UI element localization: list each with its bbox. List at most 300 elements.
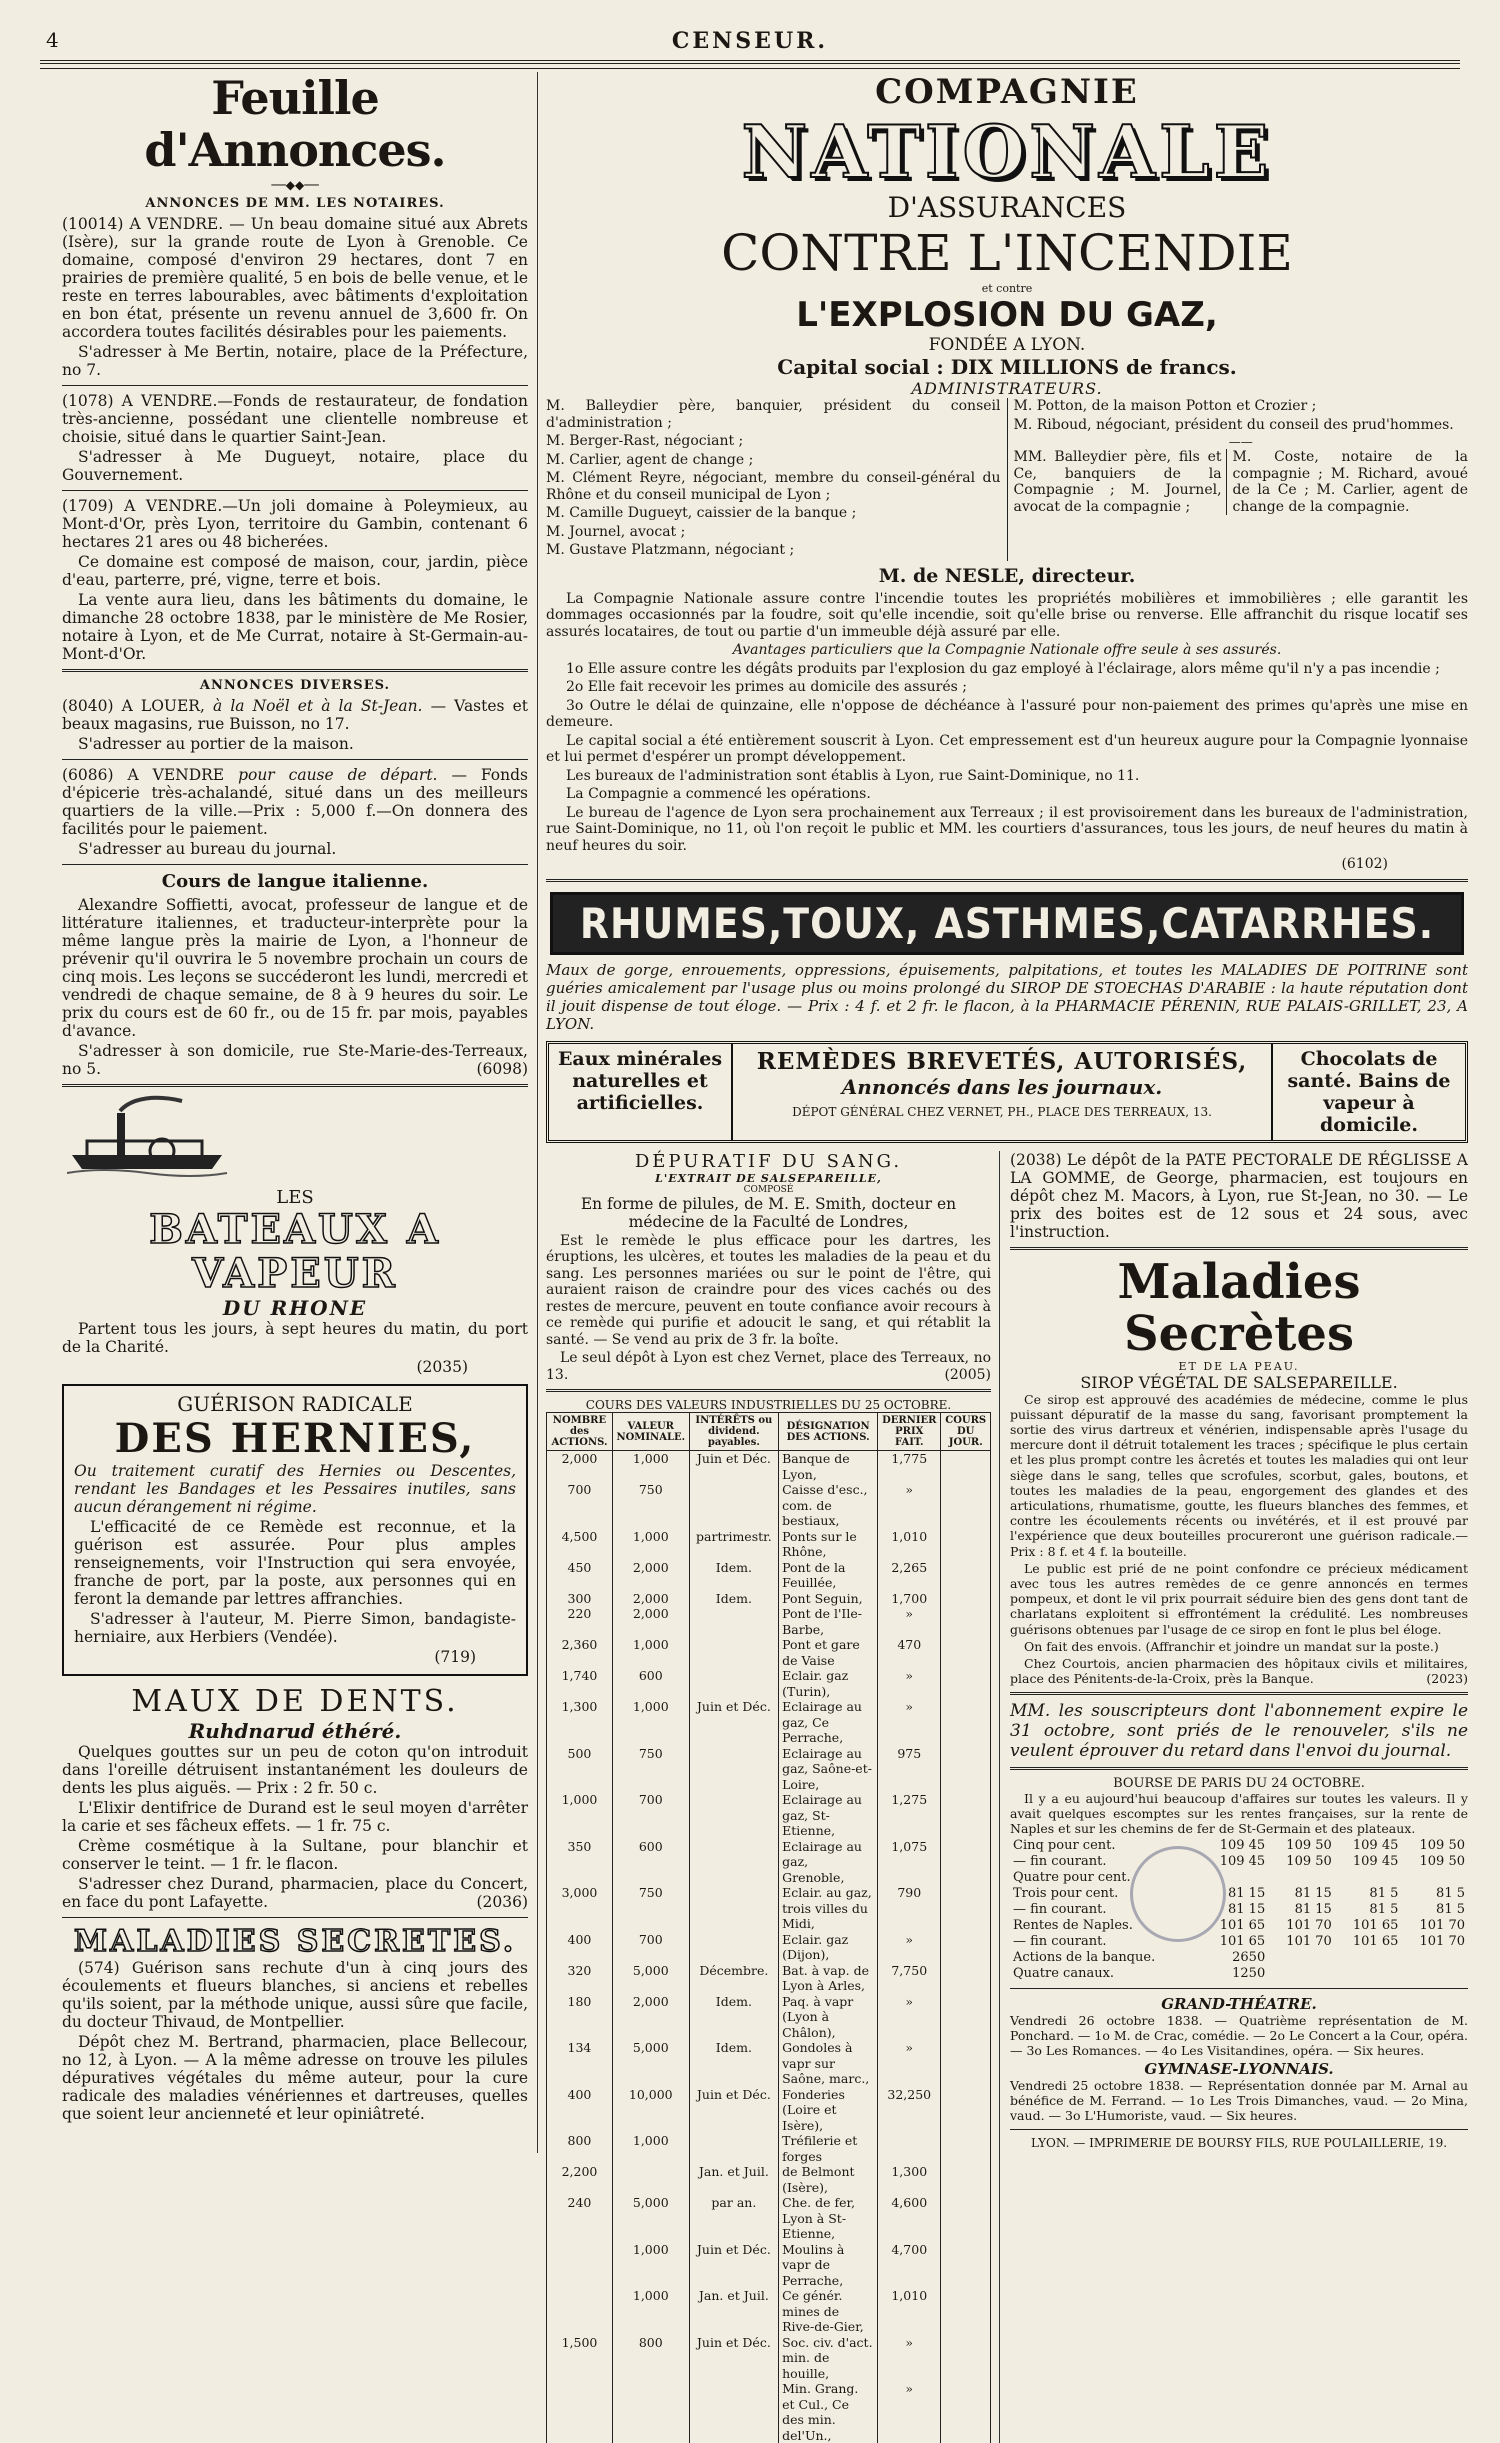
table-cell: Eclairage au gaz, Saône-et-Loire, [779,1746,878,1793]
table-row [547,1451,991,1483]
table-cell: 1,000 [612,1451,689,1483]
table-cell [941,2087,991,2134]
divider [62,490,528,491]
table-cell: Eclairage au gaz, Grenoble, [779,1839,878,1886]
remedes-banner [546,1041,1468,1143]
table-cell: Pont de la Feuillée, [779,1560,878,1591]
table-cell: Juin et Déc. [689,2335,778,2382]
table-cell: Idem. [689,1591,778,1607]
ad-1078: (1078) A VENDRE.—Fonds de restaurateur, de fondation très-ancienne, possédant une clientelle nombreuse et choisie, situé dans le quartier Saint-Jean. [62,392,528,446]
table-row [1010,1902,1468,1918]
table-cell: 109 45 [1335,1838,1402,1854]
table-cell [941,1932,991,1963]
table-cell: » [878,1668,941,1699]
theatre-title: GRAND-THÉATRE. [1010,1995,1468,2013]
remedes-center [733,1044,1273,1140]
ms-sub1: ET DE LA PEAU. [1010,1360,1468,1373]
compagnie-av3: 3o Outre le délai de quinzaine, elle n'oppose de déchéance à l'assuré pour non-paiement des primes qu'après une mise en demeure. [546,698,1468,731]
table-row [547,2164,991,2195]
table-row [547,1482,991,1529]
ornament-divider: ──◆◆── [62,178,528,192]
bourse-table [1010,1838,1468,1982]
col-header: DÉSIGNATION DES ACTIONS. [779,1413,878,1451]
table-cell: 5,000 [612,2040,689,2087]
table-cell [941,2133,991,2164]
table-cell: Pont Seguin, [779,1591,878,1607]
table-row [547,1699,991,1746]
divider [62,1084,528,1087]
table-cell: Juin et Déc. [689,1699,778,1746]
divider [1010,1767,1468,1770]
divider [62,385,528,386]
table-cell: Quatre canaux. [1010,1966,1202,1982]
compagnie-avantages: Avantages particuliers que la Compagnie Nationale offre seule à ses assurés. [546,642,1468,659]
compagnie-av2: 2o Elle fait recevoir les primes au domicile des assurés ; [546,679,1468,696]
table-cell: 109 50 [1268,1854,1335,1870]
table-cell [1268,1966,1335,1982]
remedes-title: REMÈDES BREVETÉS, AUTORISÉS, [739,1048,1265,1075]
ad-1709: (1709) A VENDRE.—Un joli domaine à Poleymieux, au Mont-d'Or, près Lyon, territoire du Gambin, contenant 6 hectares 21 ares ou 48 bicherées. [62,497,528,551]
table-cell [941,1529,991,1560]
table-cell [689,1482,778,1529]
table-row [1010,1838,1468,1854]
feuille-title: Feuille d'Annonces. [62,72,528,176]
table-cell: Min. Grang. et Cul., Ce des min. del'Un., [779,2381,878,2443]
table-cell: Cinq pour cent. [1010,1838,1202,1854]
table-cell: Bat. à vap. de Lyon à Arles, [779,1963,878,1994]
table-row [1010,1886,1468,1902]
hernies-box [62,1384,528,1676]
page-header [40,8,1460,64]
chocolats: Chocolats de santé. Bains de vapeur à domicile. [1273,1044,1465,1140]
table-row [1010,1966,1468,1982]
table-cell: Actions de la banque. [1010,1950,1202,1966]
hernies-address: S'adresser à l'auteur, M. Pierre Simon, bandagiste-herniaire, aux Herbiers (Vendée). [74,1610,516,1646]
divider [62,864,528,865]
table-cell: 700 [547,1482,613,1529]
table-cell: 2,000 [612,1994,689,2041]
table-cell [941,2195,991,2242]
table-cell: Juin et Déc. [689,2087,778,2134]
eaux-minerales: Eaux minérales naturelles et artificielles. [549,1044,733,1140]
compagnie-capital: Capital social : DIX MILLIONS de francs. [546,355,1468,379]
rhumes-banner: RHUMES,TOUX, ASTHMES,CATARRHES. [550,892,1464,955]
compagnie-nationale-ad [546,72,1468,873]
compagnie-line4: CONTRE L'INCENDIE [546,224,1468,282]
table-cell [689,2133,778,2164]
table-cell: 350 [547,1839,613,1886]
table-cell [941,2164,991,2195]
table-cell [1401,1950,1468,1966]
table-cell: 109 50 [1268,1838,1335,1854]
souscripteurs-notice: MM. les souscripteurs dont l'abonnement expire le 31 octobre, sont priés de le renouveler, s'ils ne veulent éprouver du retard dans l'envoi du journal. [1010,1701,1468,1761]
italien-title: Cours de langue italienne. [62,871,528,892]
table-row [547,1746,991,1793]
diverses-heading: ANNONCES DIVERSES. [62,678,528,693]
table-row [1010,1918,1468,1934]
table-cell [941,2288,991,2335]
table-row [547,2335,991,2382]
table-cell: Trois pour cent. [1010,1886,1202,1902]
table-cell: » [878,1932,941,1963]
table-cell: Eclair. gaz (Turin), [779,1668,878,1699]
table-row [547,1839,991,1886]
ms-text: Ce sirop est approuvé des académies de médecine, comme le plus puissant dépuratif de la masse du sang, favorisant promptement la sortie des virus dartreux et vénérien, indispensable après l'usage du mercure dont il détruit totalement les traces ; spécifique le plus certain et les plus prompt contre les âcretés et toutes les maladies qui ont leur siège dans le sang, telles que scrofules, scorbut, gales, boutons, et toutes les maladies de la peau, engorgement des glandes et des articulations, rhumatisme, goutte, les flueurs blanches des femmes, et contre les écoulements récents ou invétérés, et il est prouvé par l'expérience que deux bouteilles procureront une guérison radicale.— Prix : 8 f. et 4 f. la bouteille. [1010,1392,1468,1559]
table-cell: 400 [547,2087,613,2134]
table-cell: 2650 [1202,1950,1269,1966]
table-cell: Caisse d'esc., com. de bestiaux, [779,1482,878,1529]
table-cell: 1,000 [612,2242,689,2289]
table-cell: 101 65 [1335,1934,1402,1950]
table-cell: 101 65 [1335,1918,1402,1934]
table-cell [689,1606,778,1637]
ad-6086-address: S'adresser au bureau du journal. [62,840,528,858]
table-cell: 1250 [1202,1966,1269,1982]
admin-right-list: M. Potton, de la maison Potton et Crozier ; M. Riboud, négociant, président du conseil des prud'hommes. —— MM. Balleydier père, fils et Ce, banquiers de la Compagnie ; M. Journel, avocat de la compagnie ; M. Coste, notaire de la compagnie ; M. Richard, avoué de la Ce ; M. Carlier, agent de change de la compagnie. [1014,398,1469,561]
maladies-title: MALADIES SECRETES. [62,1924,528,1959]
pate-text: (2038) Le dépôt de la PATE PECTORALE DE RÉGLISSE A LA GOMME, de George, pharmacien, est toujours en dépôt chez M. Macors, à Lyon, rue St-Jean, no 30. — Le prix des boites est de 12 sous et 24 sous, avec l'instruction. [1010,1151,1468,1241]
table-cell: 3,000 [547,1885,613,1932]
table-cell: 500 [547,1746,613,1793]
depuratif-compose: COMPOSÉ [546,1185,991,1195]
table-cell [941,2040,991,2087]
table-cell [941,1839,991,1886]
compagnie-line1: COMPAGNIE [546,72,1468,112]
table-cell: » [878,1482,941,1529]
table-cell: 450 [547,1560,613,1591]
table-cell [689,1839,778,1886]
table-cell [941,1591,991,1607]
table-cell: » [878,1606,941,1637]
table-row [547,1994,991,2041]
table-cell [941,1746,991,1793]
table-cell [689,1746,778,1793]
italien-address: S'adresser à son domicile, rue Ste-Marie-des-Terreaux, no 5. (6098) [62,1042,528,1078]
compagnie-line7: FONDÉE A LYON. [546,335,1468,355]
col-header: COURS DU JOUR. [941,1413,991,1451]
table-cell [941,1699,991,1746]
table-cell: 1,010 [878,2288,941,2335]
compagnie-text5: Le bureau de l'agence de Lyon sera prochainement aux Terreaux ; il est provisoirement dans les bureaux de l'administration, rue Saint-Dominique, no 11, où l'on reçoit le public et MM. les courtiers d'assurances, tous les jours, de neuf heures du matin à neuf heures du soir. [546,805,1468,855]
table-cell: 109 50 [1401,1838,1468,1854]
masthead: CENSEUR. [40,28,1460,54]
table-cell: de Belmont (Isère), [779,2164,878,2195]
table-cell: 800 [547,2133,613,2164]
table-cell: 81 15 [1202,1902,1269,1918]
hernies-pre: GUÉRISON RADICALE [74,1392,516,1416]
bateaux-num: (2035) [62,1358,528,1376]
column-divider [537,72,538,2153]
ad-1078-address: S'adresser à Me Dugueyt, notaire, place du Gouvernement. [62,448,528,484]
table-cell [612,2164,689,2195]
maladies-text: (574) Guérison sans rechute d'un à cinq jours des écoulements et flueurs blanches, si anciens et rebelles qu'ils soient, par la méthode unique, aussi sûre que facile, du docteur Thivaud, de Montpellier. [62,1959,528,2031]
table-cell: 300 [547,1591,613,1607]
lower-right [546,1151,1468,2443]
table-cell: 134 [547,2040,613,2087]
compagnie-line2: NATIONALE [546,112,1468,192]
table-cell: Che. de fer, Lyon à St-Etienne, [779,2195,878,2242]
depuratif-address: Le seul dépôt à Lyon est chez Vernet, place des Terreaux, no 13. (2005) [546,1350,991,1383]
table-cell: 101 70 [1401,1918,1468,1934]
table-cell: Décembre. [689,1963,778,1994]
table-cell: 1,300 [547,1699,613,1746]
admin-item: M. Balleydier père, banquier, président du conseil d'administration ; [546,398,1001,431]
table-cell: 1,740 [547,1668,613,1699]
table-cell [689,1668,778,1699]
ad-1709-description: Ce domaine est composé de maison, cour, jardin, pièce d'eau, parterre, pré, vigne, terre et bois. [62,553,528,589]
divider [1010,1988,1468,1989]
table-row [547,1885,991,1932]
table-cell [941,1637,991,1668]
table-cell: » [878,1994,941,2041]
ms-text4: Chez Courtois, ancien pharmacien des hôpitaux civils et militaires, place des Pénitents-de-la-Croix, près la Banque. (2023) [1010,1656,1468,1686]
divider [1010,1247,1468,1250]
table-row [547,1606,991,1637]
compagnie-num: (6102) [546,856,1468,873]
table-cell: 81 5 [1401,1886,1468,1902]
table-cell: 1,000 [612,1699,689,1746]
table-cell: 750 [612,1885,689,1932]
table-cell [941,1994,991,2041]
hernies-num: (719) [74,1648,516,1666]
table-row [547,2133,991,2164]
remedes-sub: Annoncés dans les journaux. [739,1075,1265,1099]
admin-item: M. Clément Reyre, négociant, membre du conseil-général du Rhône et du conseil municipal de Lyon ; [546,470,1001,503]
table-cell: Ce génér. mines de Rive-de-Gier, [779,2288,878,2335]
divider [1010,1692,1468,1695]
right-column [546,72,1468,2153]
admin-left-list [546,398,1008,561]
table-cell: 2,000 [612,1591,689,1607]
bourse-intro: Il y a eu aujourd'hui beaucoup d'affaires sur toutes les valeurs. Il y avait quelques escomptes sur les rentes françaises, sur la rente de Naples et sur les chemins de fer de St-Germain et des plateaux. [1010,1791,1468,1836]
table-cell: 750 [612,1482,689,1529]
dents-text: Quelques gouttes sur un peu de coton qu'on introduit dans l'oreille détruisent instantanément les douleurs de dents les plus aiguës. — Prix : 2 fr. 50 c. [62,1743,528,1797]
depuratif-text: Est le remède le plus efficace pour les dartres, les éruptions, les ulcères, et toutes les maladies de la peau et du sang. Les personnes mariées ou sur le point de l'être, qui auraient raison de craindre pour des vices cachés ou des restes de mercure, peuvent en toute confiance avoir recours à ce remède qui purifie et adoucit le sang, et qui rétablit la santé. — Se vend au prix de 3 fr. la boîte. [546,1233,991,1349]
compagnie-line6: L'EXPLOSION DU GAZ, [546,295,1468,335]
table-cell [1268,1950,1335,1966]
les-label: LES [62,1187,528,1208]
compagnie-line5: et contre [546,282,1468,295]
lower-right-subcolumn [1010,1151,1468,2443]
table-cell: 180 [547,1994,613,2041]
admin-item: M. Gustave Platzmann, négociant ; [546,542,1001,559]
table-cell: » [878,2335,941,2382]
table-row [547,1792,991,1839]
compagnie-line3: D'ASSURANCES [546,192,1468,224]
table-cell: 2,000 [612,1560,689,1591]
table-cell: 81 15 [1268,1886,1335,1902]
dents-address: S'adresser chez Durand, pharmacien, place du Concert, en face du pont Lafayette. (2036) [62,1875,528,1911]
gymnase-text: Vendredi 25 octobre 1838. — Représentation donnée par M. Arnal au bénéfice de M. Ferrand. — 1o Les Trois Dimanches, vaud. — 2o Mina, vaud. — 3o L'Humoriste, vaud. — Six heures. [1010,2078,1468,2123]
table-cell: 1,700 [878,1591,941,1607]
table-cell: 109 45 [1202,1838,1269,1854]
table-row [547,2381,991,2443]
admin-item: M. Journel, avocat ; [546,524,1001,541]
bateaux-text: Partent tous les jours, à sept heures du matin, du port de la Charité. [62,1320,528,1356]
table-cell: 1,075 [878,1839,941,1886]
table-row [547,1932,991,1963]
table-cell: 1,010 [878,1529,941,1560]
table-cell: Rentes de Naples. [1010,1918,1202,1934]
table-cell: Moulins à vapr de Perrache, [779,2242,878,2289]
censeurs-right: M. Coste, notaire de la compagnie ; M. Richard, avoué de la Ce ; M. Carlier, agent de change de la compagnie. [1233,449,1468,515]
table-cell: 5,000 [612,1963,689,1994]
table-cell [941,2335,991,2382]
table-cell: 101 65 [1202,1934,1269,1950]
table-cell: Pont de l'Ile-Barbe, [779,1606,878,1637]
ms-title: Maladies Secrètes [1010,1256,1468,1360]
table-cell [689,1885,778,1932]
notaires-heading: ANNONCES DE MM. LES NOTAIRES. [62,196,528,211]
table-cell [1401,1870,1468,1886]
ad-6086: (6086) A VENDRE pour cause de départ. — Fonds d'épicerie très-achalandé, situé dans un des meilleurs quartiers de la ville.—Prix : 5,000 f.—On donnera des facilités pour le paiement. [62,766,528,838]
table-cell [878,2133,941,2164]
table-cell [941,1668,991,1699]
table-cell [1268,1870,1335,1886]
table-row [547,2087,991,2134]
bourse-body [1010,1838,1468,1982]
ad-10014-address: S'adresser à Me Bertin, notaire, place de la Préfecture, no 7. [62,343,528,379]
divider [546,1389,991,1392]
table-cell: 101 70 [1268,1918,1335,1934]
stamp-seal [1130,1846,1226,1942]
page-number: 4 [46,28,59,52]
ad-8040: (8040) A LOUER, à la Noël et à la St-Jean. — Vastes et beaux magasins, rue Buisson, no 17. [62,697,528,733]
table-cell: 790 [878,1885,941,1932]
table-cell [1401,1966,1468,1982]
valeurs-title: COURS DES VALEURS INDUSTRIELLES DU 25 OCTOBRE. [546,1398,991,1412]
table-cell: Tréfilerie et forges [779,2133,878,2164]
table-row [547,1668,991,1699]
table-cell: 101 70 [1401,1934,1468,1950]
dents-creme: Crème cosmétique à la Sultane, pour blanchir et conserver le teint. — 1 fr. le flacon. [62,1837,528,1873]
table-cell: 600 [612,1839,689,1886]
table-cell: 1,500 [547,2335,613,2382]
lower-left-subcolumn [546,1151,1000,2443]
col-header: INTÉRÊTS ou dividend. payables. [689,1413,778,1451]
table-cell: — fin courant. [1010,1934,1202,1950]
table-cell: Jan. et Juil. [689,2288,778,2335]
table-cell [547,2288,613,2335]
table-cell [941,1606,991,1637]
dents-elixir: L'Elixir dentifrice de Durand est le seul moyen d'arrêter la carie et ses fâcheux effets. — 1 fr. 75 c. [62,1799,528,1835]
table-cell: Paq. à vapr (Lyon à Châlon), [779,1994,878,2041]
valeurs-table [546,1412,991,2443]
table-cell: Idem. [689,1994,778,2041]
table-cell: 470 [878,1637,941,1668]
admin-item: M. Potton, de la maison Potton et Crozier ; [1014,398,1469,415]
table-cell: 81 15 [1268,1902,1335,1918]
rhumes-text: Maux de gorge, enrouements, oppressions, épuisements, palpitations, et toutes les MALADIES DE POITRINE sont guéries amicalement par l'usage plus ou moins prolongé du SIROP DE STOECHAS D'ARABIE : la haute réputation dont il jouit dispense de tout éloge. — Prix : 4 f. et 2 fr. le flacon, à la PHARMACIE PÉRENIN, RUE PALAIS-GRILLET, 23, A LYON. [546,961,1468,1033]
ad-1709-sale: La vente aura lieu, dans les bâtiments du domaine, le dimanche 28 octobre 1838, par le ministère de Me Rosier, notaire à Lyon, et de Me Currat, notaire à St-Germain-au-Mont-d'Or. [62,591,528,663]
directeur: M. de NESLE, directeur. [546,565,1468,587]
table-row [547,1529,991,1560]
table-row [1010,1934,1468,1950]
table-cell: Jan. et Juil. [689,2164,778,2195]
table-cell: 101 70 [1268,1934,1335,1950]
table-cell: » [878,2381,941,2443]
table-cell: Banque de Lyon, [779,1451,878,1483]
table-cell: — fin courant. [1010,1902,1202,1918]
table-cell: 1,300 [878,2164,941,2195]
table-cell: 4,600 [878,2195,941,2242]
du-rhone: DU RHONE [62,1296,528,1320]
ms-text3: On fait des envois. (Affranchir et joindre un mandat sur la poste.) [1010,1639,1468,1654]
steamboat-illustration [62,1093,232,1183]
table-cell [689,1637,778,1668]
table-cell [612,2381,689,2443]
table-cell [689,1932,778,1963]
table-cell [941,2381,991,2443]
table-cell: 109 45 [1335,1854,1402,1870]
col-header: DERNIER PRIX FAIT. [878,1413,941,1451]
table-cell [941,1560,991,1591]
table-cell: » [878,2040,941,2087]
depuratif-title: DÉPURATIF DU SANG. [546,1151,991,1172]
table-cell [1335,1950,1402,1966]
bateaux-title: BATEAUX A VAPEUR [62,1208,528,1296]
table-cell: Idem. [689,2040,778,2087]
table-cell: Juin et Déc. [689,1451,778,1483]
table-cell: Juin et Déc. [689,2242,778,2289]
table-cell: 700 [612,1932,689,1963]
italien-text: Alexandre Soffietti, avocat, professeur de langue et de littérature italiennes, et traducteur-interprète pour la même langue près la mairie de Lyon, a l'honneur de prévenir qu'il ouvrira le 5 novembre prochain un cours de cinq mois. Les leçons se succéderont les lundi, mercredi et vendredi de chaque semaine, de 8 à 9 heures du soir. Le prix du cours est de 60 fr., ou de 15 fr. par mois, payables d'avance. [62,896,528,1040]
header-rule [40,60,1460,69]
table-cell: 4,700 [878,2242,941,2289]
table-cell: 800 [612,2335,689,2382]
table-cell: » [878,1699,941,1746]
table-row [1010,1950,1468,1966]
table-row [1010,1870,1468,1886]
admin-item: M. Berger-Rast, négociant ; [546,433,1001,450]
table-cell: Gondoles à vapr sur Saône, marc., [779,2040,878,2087]
table-cell: 5,000 [612,2195,689,2242]
table-cell: 2,000 [547,1451,613,1483]
table-cell: Pont et gare de Vaise [779,1637,878,1668]
table-cell: Soc. civ. d'act. min. de houille, [779,2335,878,2382]
table-cell: partrimestr. [689,1529,778,1560]
table-row [547,1591,991,1607]
table-cell: 81 5 [1335,1902,1402,1918]
compagnie-text1: La Compagnie Nationale assure contre l'incendie toutes les propriétés mobilières et immobilières ; elle garantit les dommages occasionnés par la foudre, soit qu'elle incendie, soit qu'elle brise ou renverse. Elle affranchit du risque locatif ses assurés locataires, de tout ou partie d'un immeuble déjà assuré par elle. [546,591,1468,641]
depuratif-sub: L'EXTRAIT DE SALSEPAREILLE, [546,1172,991,1185]
admin-heading: ADMINISTRATEURS. [546,379,1468,398]
table-cell: Quatre pour cent. [1010,1870,1202,1886]
table-cell: 2,265 [878,1560,941,1591]
compagnie-text4: La Compagnie a commencé les opérations. [546,786,1468,803]
table-row [547,1637,991,1668]
table-cell [1335,1966,1402,1982]
divider [62,1917,528,1918]
table-cell: 1,000 [612,1637,689,1668]
table-cell: 220 [547,1606,613,1637]
compagnie-av1: 1o Elle assure contre les dégâts produits par l'explosion du gaz employé à l'éclairage, alors même qu'il n'y a pas incendie ; [546,661,1468,678]
table-cell [941,2242,991,2289]
table-cell: 101 65 [1202,1918,1269,1934]
table-cell: 81 15 [1202,1886,1269,1902]
ad-10014: (10014) A VENDRE. — Un beau domaine situé aux Abrets (Isère), sur la grande route de Lyon à Grenoble. Ce domaine, composé d'environ 29 hectares, dont 7 en prairies de première qualité, 5 en bois de belle venue, et le reste en terres labourables, avec bâtiments d'exploitation en bon état, présente un revenu annuel de 3,600 fr. On accordera toutes facilités désirables pour les paiements. [62,215,528,341]
table-cell: Ponts sur le Rhône, [779,1529,878,1560]
divider [62,669,528,672]
admin-item: M. Camille Dugueyt, caissier de la banque ; [546,505,1001,522]
table-cell: Eclair. gaz (Dijon), [779,1932,878,1963]
table-cell [689,1792,778,1839]
bourse-title: BOURSE DE PARIS DU 24 OCTOBRE. [1010,1776,1468,1791]
ms-sub2: SIROP VÉGÉTAL DE SALSEPAREILLE. [1010,1373,1468,1392]
table-cell: 600 [612,1668,689,1699]
table-cell: 109 50 [1401,1854,1468,1870]
table-cell [547,2242,613,2289]
